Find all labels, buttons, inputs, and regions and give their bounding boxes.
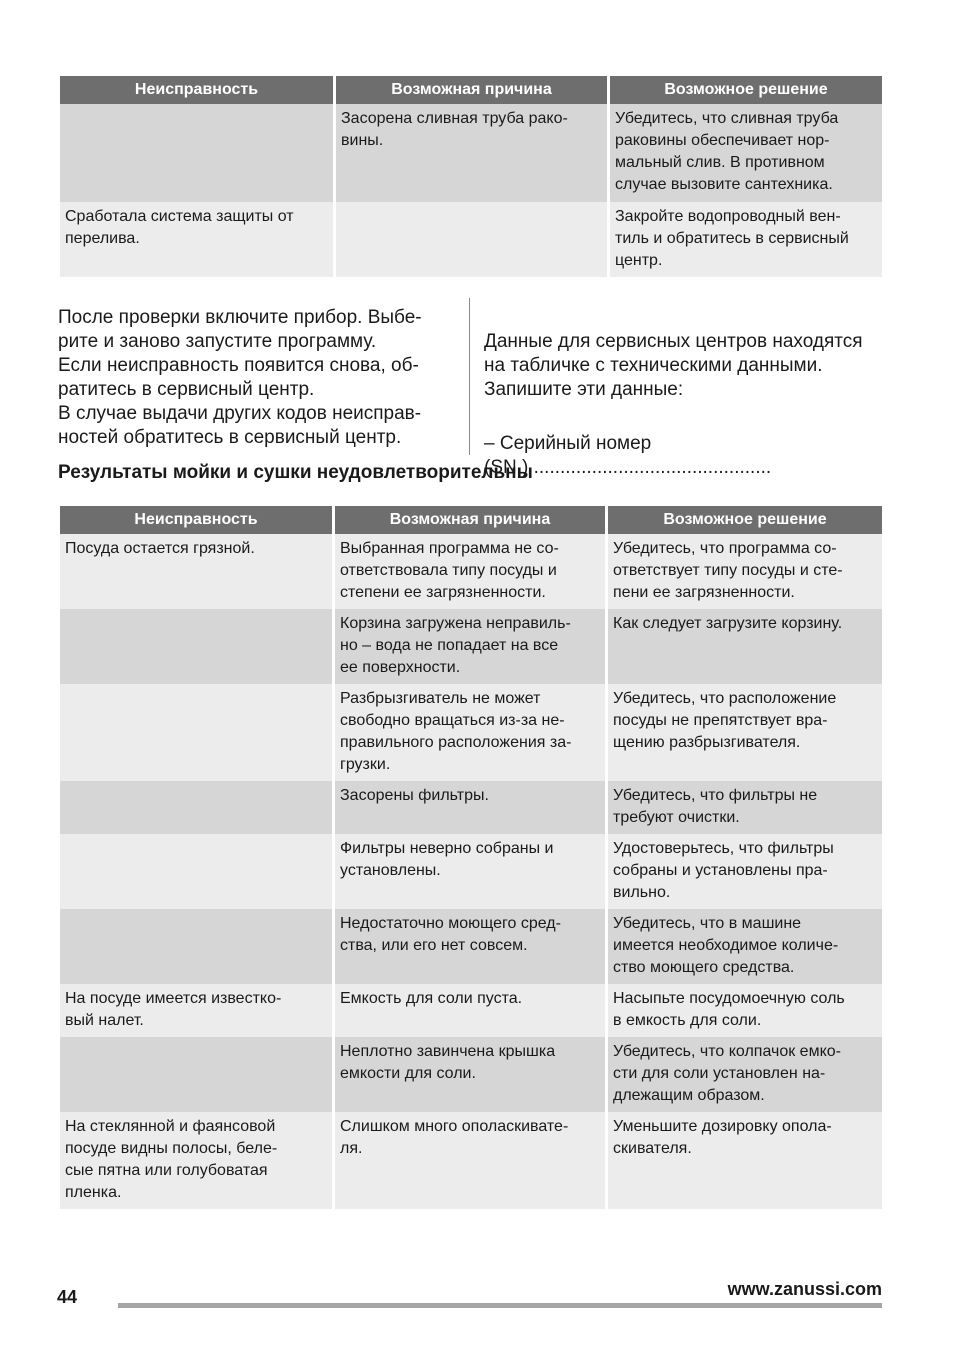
cell-solution: Насыпьте посудомоечную соль в емкость для соли. [608,984,882,1037]
cell-problem [60,609,332,684]
cell-solution: Убедитесь, что сливная труба раковины обеспечивает нор- мальный слив. В противном случае вызовите сантехника. [610,104,882,202]
table-row [60,202,882,277]
header-problem: Неисправность [60,506,332,534]
cell-problem: На посуде имеется известко- вый налет. [60,984,332,1037]
table-row [60,609,882,684]
cell-solution: Удостоверьтесь, что фильтры собраны и установлены пра- вильно. [608,834,882,909]
cell-cause: Емкость для соли пуста. [335,984,605,1037]
table-row [60,534,882,609]
cell-problem: На стеклянной и фаянсовой посуде видны полосы, беле- сые пятна или голубоватая пленка. [60,1112,332,1209]
cell-solution: Убедитесь, что программа со- ответствует типу посуды и сте- пени ее загрязненности. [608,534,882,609]
header-solution: Возможное решение [608,506,882,534]
table-row [60,984,882,1037]
cell-solution: Убедитесь, что расположение посуды не препятствует вра- щению разбрызгивателя. [608,684,882,781]
cell-problem [60,909,332,984]
cell-problem [60,104,333,202]
cell-solution: Убедитесь, что фильтры не требуют очистки. [608,781,882,834]
cell-problem [60,834,332,909]
cell-cause [336,202,607,277]
header-solution: Возможное решение [610,76,882,104]
column-divider [469,298,470,455]
cell-problem [60,781,332,834]
troubleshooting-table-2 [57,506,885,1209]
serial-number-item: – Серийный номер (SN.) ............................................. [484,433,772,478]
table-row [60,1112,882,1209]
table-row [60,834,882,909]
table-row [60,684,882,781]
troubleshooting-table-1 [57,76,885,277]
cell-cause: Выбранная программа не со- ответствовала типу посуды и степени ее загрязненности. [335,534,605,609]
cell-problem [60,1037,332,1112]
cell-problem [60,684,332,781]
table-row [60,104,882,202]
table-header-row [60,76,882,104]
header-cause: Возможная причина [335,506,605,534]
website-link[interactable]: www.zanussi.com [727,1279,882,1299]
table-row [60,909,882,984]
service-data-paragraph [484,306,884,504]
cell-cause: Недостаточно моющего сред- ства, или его нет совсем. [335,909,605,984]
cell-cause: Неплотно завинчена крышка емкости для соли. [335,1037,605,1112]
cell-cause: Корзина загружена неправиль- но – вода не попадает на все ее поверхности. [335,609,605,684]
table-header-row [60,506,882,534]
cell-cause: Засорены фильтры. [335,781,605,834]
cell-solution: Уменьшите дозировку опола- скивателя. [608,1112,882,1209]
cell-solution: Убедитесь, что в машине имеется необходимое количе- ство моющего средства. [608,909,882,984]
cell-solution: Закройте водопроводный вен- тиль и обратитесь в сервисный центр. [610,202,882,277]
table-row [60,1037,882,1112]
cell-cause: Засорена сливная труба рако- вины. [336,104,607,202]
cell-cause: Слишком много ополаскивате- ля. [335,1112,605,1209]
page-number: 44 [57,1287,78,1307]
header-cause: Возможная причина [336,76,607,104]
cell-problem: Сработала система защиты от перелива. [60,202,333,277]
cell-solution: Как следует загрузите корзину. [608,609,882,684]
cell-problem: Посуда остается грязной. [60,534,332,609]
cell-cause: Фильтры неверно собраны и установлены. [335,834,605,909]
cell-solution: Убедитесь, что колпачок емко- сти для соли установлен на- длежащим образом. [608,1037,882,1112]
cell-cause: Разбрызгиватель не может свободно вращаться из-за не- правильного расположения за- грузки. [335,684,605,781]
footer-rule [118,1303,882,1308]
header-problem: Неисправность [60,76,333,104]
after-check-paragraph: После проверки включите прибор. Выбе- рите и заново запустите программу. Если неисправность появится снова, об- ратитесь в сервисный центр. В случае выдачи других кодов неисправ- ностей обратитесь в сервисный центр. [58,307,422,448]
section-heading: Результаты мойки и сушки неудовлетворительны [58,462,533,483]
table-row [60,781,882,834]
service-data-text: Данные для сервисных центров находятся на табличке с техническими данными. Запишите эти данные: [484,331,863,400]
